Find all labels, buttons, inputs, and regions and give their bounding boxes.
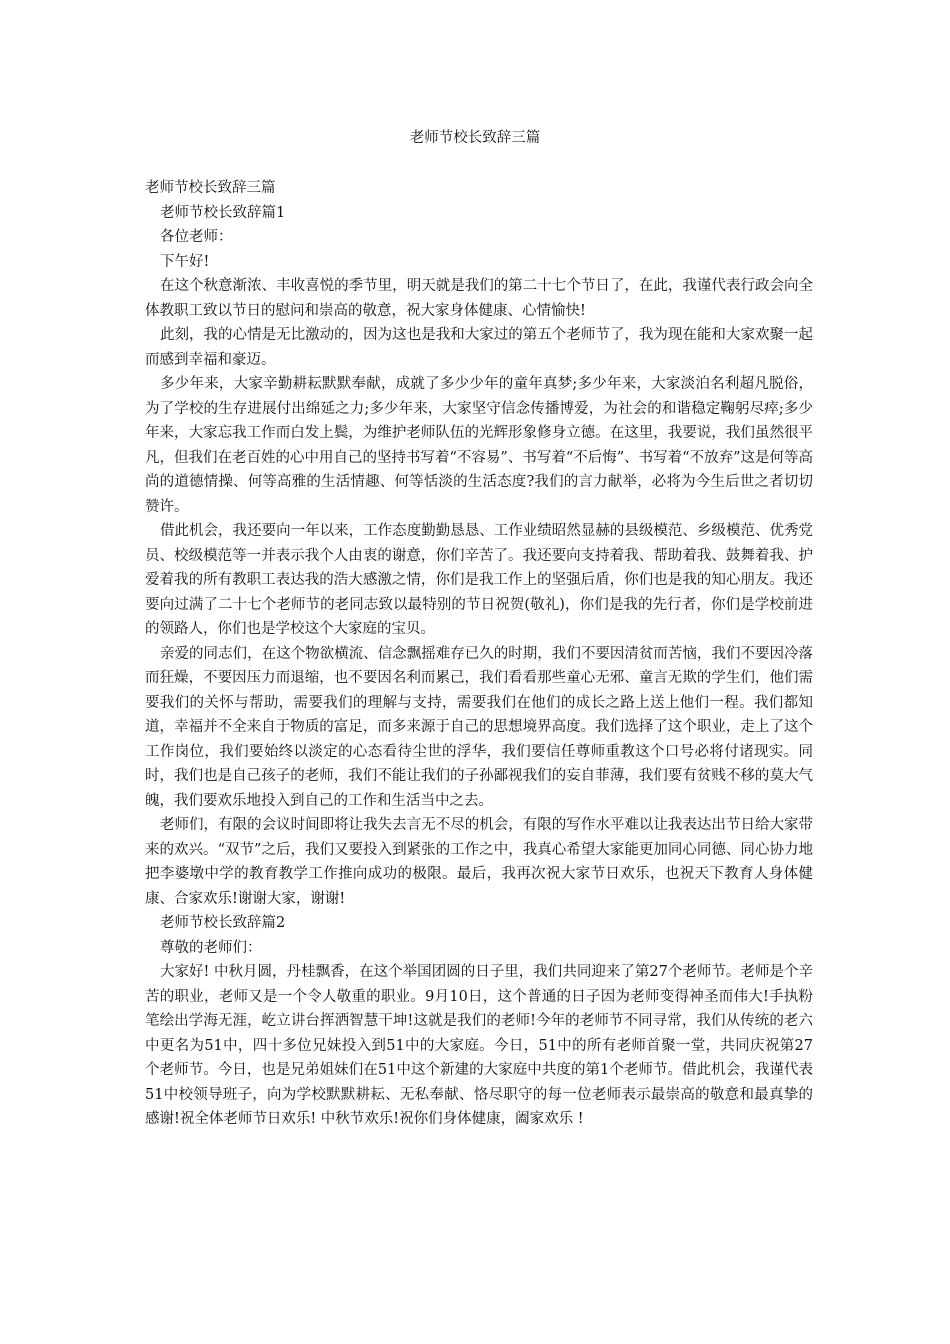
paragraph: 老师节校长致辞三篇 (145, 180, 276, 196)
paragraph: 老师们，有限的会议时间即将让我失去言无不尽的机会，有限的写作水平难以让我表达出节日给大家带来的欢兴。“双节”之后，我们又要投入到紧张的工作之中，我真心希望大家能更加同心同德、同心协力地把李婆墩中学的教育教学工作推向成功的极限。最后，我再次祝大家节日欢乐，也祝天下教育人身体健康、合家欢乐!谢谢大家，谢谢! (145, 817, 813, 907)
paragraph: 老师节校长致辞篇2 (160, 915, 286, 931)
document-body (145, 176, 813, 1132)
paragraph: 多少年来，大家辛勤耕耘默默奉献，成就了多少少年的童年真梦;多少年来，大家淡泊名利超凡脱俗，为了学校的生存进展付出绵延之力;多少年来，大家坚守信念传播博爱，为社会的和谐稳定鞠躬尽瘁;多少年来，大家忘我工作而白发上鬓，为维护老师队伍的光辉形象修身立德。在这里，我要说，我们虽然很平凡，但我们在老百姓的心中用自己的坚持书写着“不容易”、书写着“不后悔”、书写着“不放弃”这是何等高尚的道德情操、何等高雅的生活情趣、何等恬淡的生活态度?我们的言力献举，必将为今生后世之者切切赞许。 (145, 376, 813, 515)
paragraph: 亲爱的同志们，在这个物欲横流、信念飘摇难存已久的时期，我们不要因清贫而苦恼，我们不要因冷落而狂燥，不要因压力而退缩，也不要因名利而累己，我们看看那些童心无邪、童言无欺的学生们，他们需要我们的关怀与帮助，需要我们的理解与支持，需要我们在他们的成长之路上送上他们一程。我们都知道，幸福并不全来自于物质的富足，而多来源于自己的思想境界高度。我们选择了这个职业，走上了这个工作岗位，我们要始终以淡定的心态看待尘世的浮华，我们要信任尊师重教这个口号必将付诸现实。同时，我们也是自己孩子的老师，我们不能让我们的子孙鄙视我们的妄自菲薄，我们要有贫贱不移的莫大气魄，我们要欢乐地投入到自己的工作和生活当中之去。 (145, 645, 813, 809)
paragraph: 各位老师： (160, 229, 233, 245)
paragraph: 在这个秋意渐浓、丰收喜悦的季节里，明天就是我们的第二十七个节日了，在此，我谨代表行政会向全体教职工致以节日的慰问和崇高的敬意，祝大家身体健康、心情愉快! (145, 278, 813, 319)
paragraph: 下午好! (160, 253, 210, 270)
document-title: 老师节校长致辞三篇 (409, 130, 541, 146)
paragraph: 尊敬的老师们： (160, 939, 262, 956)
paragraph: 大家好! 中秋月圆，丹桂飘香，在这个举国团圆的日子里，我们共同迎来了第27个老师节。老师是个辛苦的职业，老师又是一个令人敬重的职业。9月10日，这个普通的日子因为老师变得神圣而伟大!手执粉笔绘出学海无涯，屹立讲台挥洒智慧干坤!这就是我们的老师!今年的老师节不同寻常，我们从传统的老六中更名为51中，四十多位兄妹投入到51中的大家庭。今日，51中的所有老师首聚一堂，共同庆祝第27个老师节。今日，也是兄弟姐妹们在51中这个新建的大家庭中共度的第1个老师节。借此机会，我谨代表51中校领导班子，向为学校默默耕耘、无私奉献、恪尽职守的每一位老师表示最崇高的敬意和最真挚的感谢!祝全体老师节日欢乐! 中秋节欢乐!祝你们身体健康，阖家欢乐 ! (145, 964, 813, 1127)
paragraph: 借此机会，我还要向一年以来，工作态度勤勤恳恳、工作业绩昭然显赫的县级模范、乡级模范、优秀党员、校级模范等一并表示我个人由衷的谢意，你们辛苦了。我还要向支持着我、帮助着我、鼓舞着我、护爱着我的所有教职工表达我的浩大感激之情，你们是我工作上的坚强后盾，你们也是我的知心朋友。我还要向过满了二十七个老师节的老同志致以最特别的节日祝贺(敬礼)，你们是我的先行者，你们是学校前进的领路人，你们也是学校这个大家庭的宝贝。 (145, 523, 813, 637)
paragraph: 此刻，我的心情是无比激动的，因为这也是我和大家过的第五个老师节了，我为现在能和大家欢聚一起而感到幸福和豪迈。 (145, 327, 813, 368)
paragraph: 老师节校长致辞篇1 (160, 204, 286, 221)
